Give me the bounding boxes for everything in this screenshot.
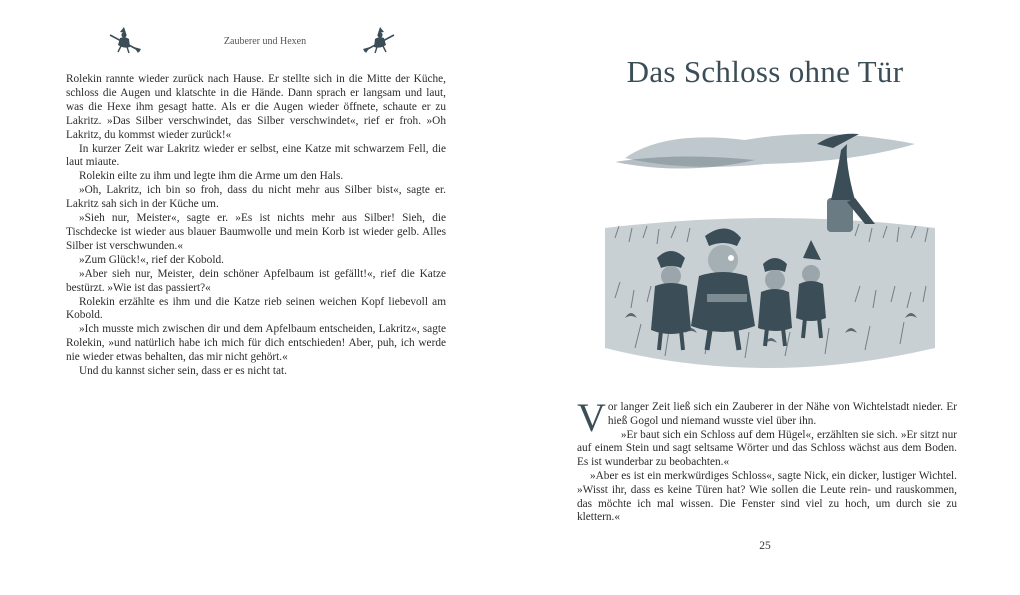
witch-on-broom-icon [108,26,142,56]
first-paragraph [577,395,957,440]
page-number: 25 [759,540,771,552]
paragraph: In kurzer Zeit war Lakritz wieder er selbst, eine Katze mit schwarzem Fell, die laut miaute. [66,142,446,169]
right-page [510,0,1020,595]
chapter-body [577,395,957,525]
paragraph: Rolekin erzählte es ihm und die Katze rieb seinen weichen Kopf liebevoll am Kobold. [66,295,446,322]
paragraph: »Ich musste mich zwischen dir und dem Apfelbaum entscheiden, Lakritz«, sagte Rolekin, »und natürlich habe ich mich für dich entschieden! Aber, puh, ich werde nie wieder etwas behalten, das mir nicht gehört.« [66,323,446,364]
drop-cap: V [577,395,606,440]
paragraph: »Aber es ist ein merkwürdiges Schloss«, sagte Nick, ein dicker, lustiger Wichtel. »Wisst ihr, dass es keine Türen hat? Wie sollen die Leute rein- und rauskommen, das möchte ich mal wissen. Die Fenster sind viel zu hoch, um durch sie zu klettern.« [577,469,957,524]
paragraph: »Aber sieh nur, Meister, dein schöner Apfelbaum ist gefällt!«, rief die Katze bestürzt. »Wie ist das passiert?« [66,267,446,294]
paragraph: »Sieh nur, Meister«, sagte er. »Es ist nichts mehr aus Silber! Sieh, die Tischdecke ist wieder aus blauer Baumwolle und mein Korb ist wieder gelb. Alles Silber ist verschwunden.« [66,212,446,252]
paragraph: »Er baut sich ein Schloss auf dem Hügel«, erzählten sie sich. »Er sitzt nur auf einem Stein und sagt seltsame Wörter und das Schloss wächst aus dem Boden. Es ist wunderbar zu beobachten.« [577,428,957,469]
paragraph: »Zum Glück!«, rief der Kobold. [79,253,224,266]
left-page-body [66,73,446,379]
running-header: Zauberer und Hexen [223,36,307,47]
chapter-title: Das Schloss ohne Tür [626,54,904,89]
paragraph: Rolekin eilte zu ihm und legte ihm die Arme um den Hals. [79,170,344,183]
paragraph: »Oh, Lakritz, ich bin so froh, dass du nicht mehr aus Silber bist«, sagte er. Lakritz sah sich in der Küche um. [66,184,446,211]
first-paragraph-text: or langer Zeit ließ sich ein Zauberer in der Nähe von Wichtelstadt nieder. Er hieß Gogol und niemand wusste viel über ihn. [607,401,957,427]
paragraph: Und du kannst sicher sein, dass er es nicht tat. [79,365,288,378]
paragraph: Rolekin rannte wieder zurück nach Hause. Er stellte sich in die Mitte der Küche, schloss die Augen und klatschte in die Hände. Dann sprach er langsam und laut, was die Hexe ihm gesagt hatte. Als er die Augen wieder öffnete, schaute er zu Lakritz. »Das Silber verschwindet, das Silber verschwindet«, rief er froh. »Oh Lakritz, du kommst wieder zurück!« [66,73,446,141]
goblins-in-cornfield-illustration [595,118,945,388]
witch-on-broom-icon [362,26,396,56]
